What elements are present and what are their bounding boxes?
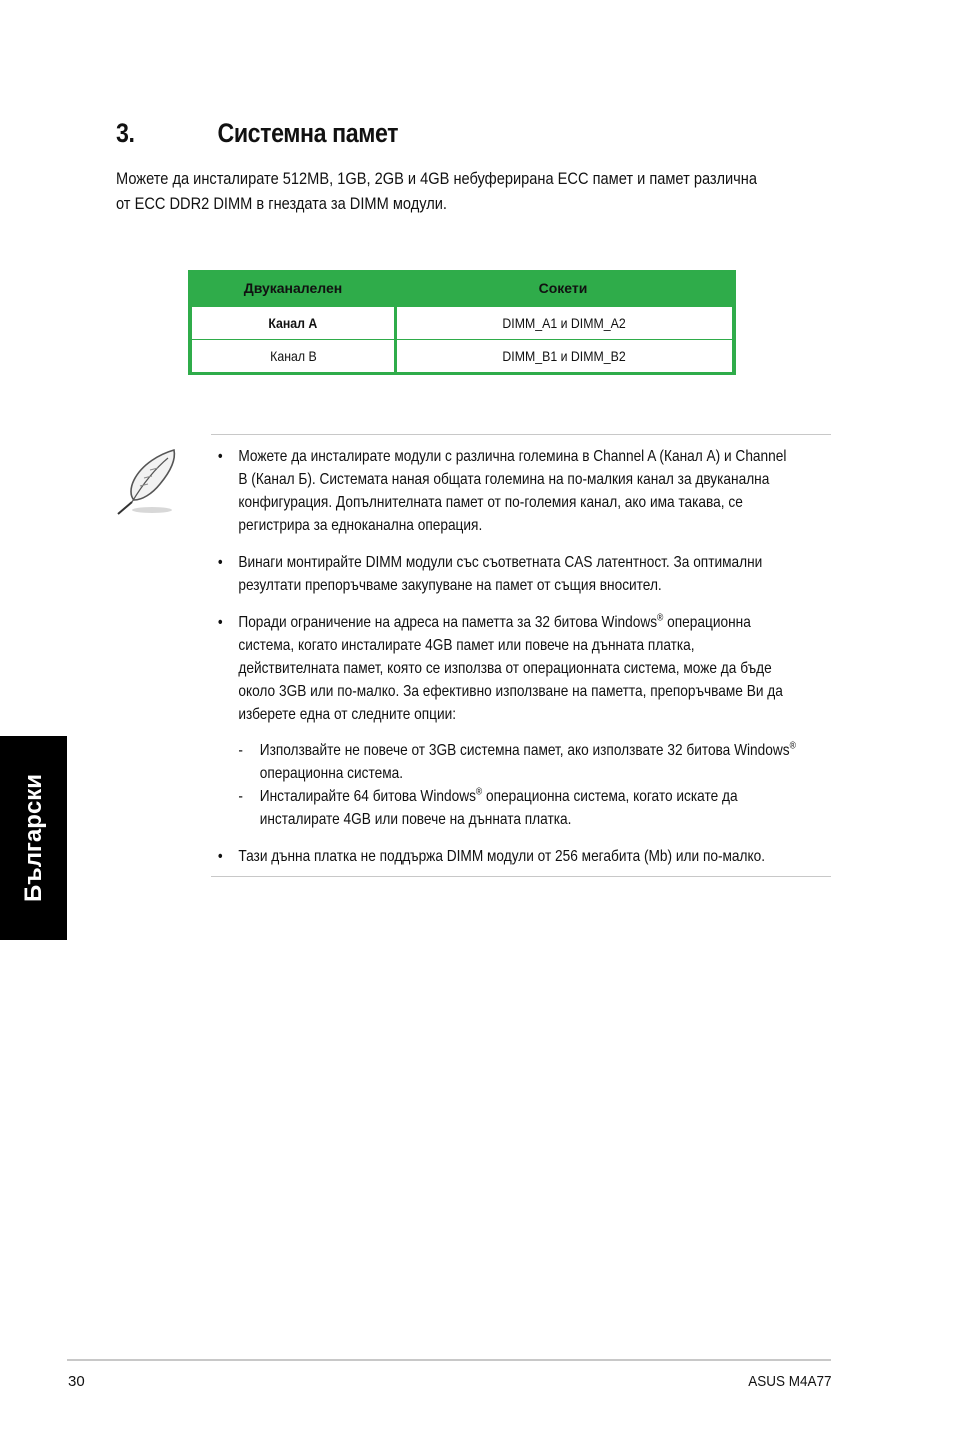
note-bullet-item: • Тази дънна платка не поддържа DIMM модули от 256 мегабита (Mb) или по-малко.	[211, 845, 775, 868]
dual-channel-table	[188, 270, 736, 375]
intro-line: от ECC DDR2 DIMM в гнездата за DIMM модули.	[116, 194, 447, 213]
bullet-marker: •	[217, 848, 223, 865]
language-label: Български	[19, 773, 47, 903]
language-side-tab	[0, 736, 67, 940]
section-title: Системна памет	[217, 118, 399, 148]
section-heading	[116, 118, 398, 154]
table-row	[192, 307, 732, 339]
note-sub-item: - Инсталирайте 64 битова Windows® операционна система, когато искате да инсталирате 4GB или повече на дънната платка.	[238, 786, 738, 828]
dash-marker: -	[238, 742, 243, 759]
channel-cell: Канал B	[192, 340, 397, 372]
section-number: 3.	[116, 118, 135, 148]
page-number: 30	[68, 1373, 85, 1390]
intro-paragraph	[116, 166, 830, 216]
note-sub-item: - Използвайте не повече от 3GB системна памет, ако използвате 32 битова Windows® операционна система.	[238, 740, 796, 782]
sockets-cell: DIMM_B1 и DIMM_B2	[502, 348, 627, 364]
bullet-marker: •	[217, 554, 223, 571]
feather-pen-icon	[112, 446, 184, 518]
column-header-channel: Двуканалелен	[243, 280, 343, 296]
product-model: ASUS M4A77	[748, 1373, 832, 1390]
column-header-sockets: Сокети	[538, 280, 588, 296]
note-bullet-item: • Винаги монтирайте DIMM модули със съответната CAS латентност. За оптимални резултати препоръчваме закупуване на памет от същия вносител.	[211, 551, 775, 597]
channel-cell: Канал A	[192, 307, 397, 339]
note-bullet-item: • Поради ограничение на адреса на паметта за 32 битова Windows® операционна система, когато инсталирате 4GB памет или повече на дънната платка, действителната памет, която се използва от операционната система, може да бъде около 3GB или по-малко. За ефективно използване на паметта, препоръчваме Ви да изберете една от следните опции:	[217, 612, 783, 723]
note-bullet-item: • Можете да инсталирате модули с различна големина в Channel A (Канал A) и Channel B (Канал Б). Системата наная общата големина на по-малкия канал за двуканална конфигурация. Допълнителната памет от по-големия канал, ако има такава, се регистрира за едноканална операция.	[211, 445, 775, 537]
dash-marker: -	[238, 788, 243, 805]
note-box	[211, 434, 831, 877]
table-row	[192, 340, 732, 372]
intro-line: Можете да инсталирате 512MB, 1GB, 2GB и 4GB небуферирана ECC памет и памет различна	[116, 169, 757, 188]
footer-divider	[67, 1359, 831, 1361]
bullet-marker: •	[217, 448, 223, 465]
table-header-row	[192, 270, 732, 306]
bullet-marker: •	[217, 614, 223, 631]
sockets-cell: DIMM_A1 и DIMM_A2	[502, 315, 627, 331]
